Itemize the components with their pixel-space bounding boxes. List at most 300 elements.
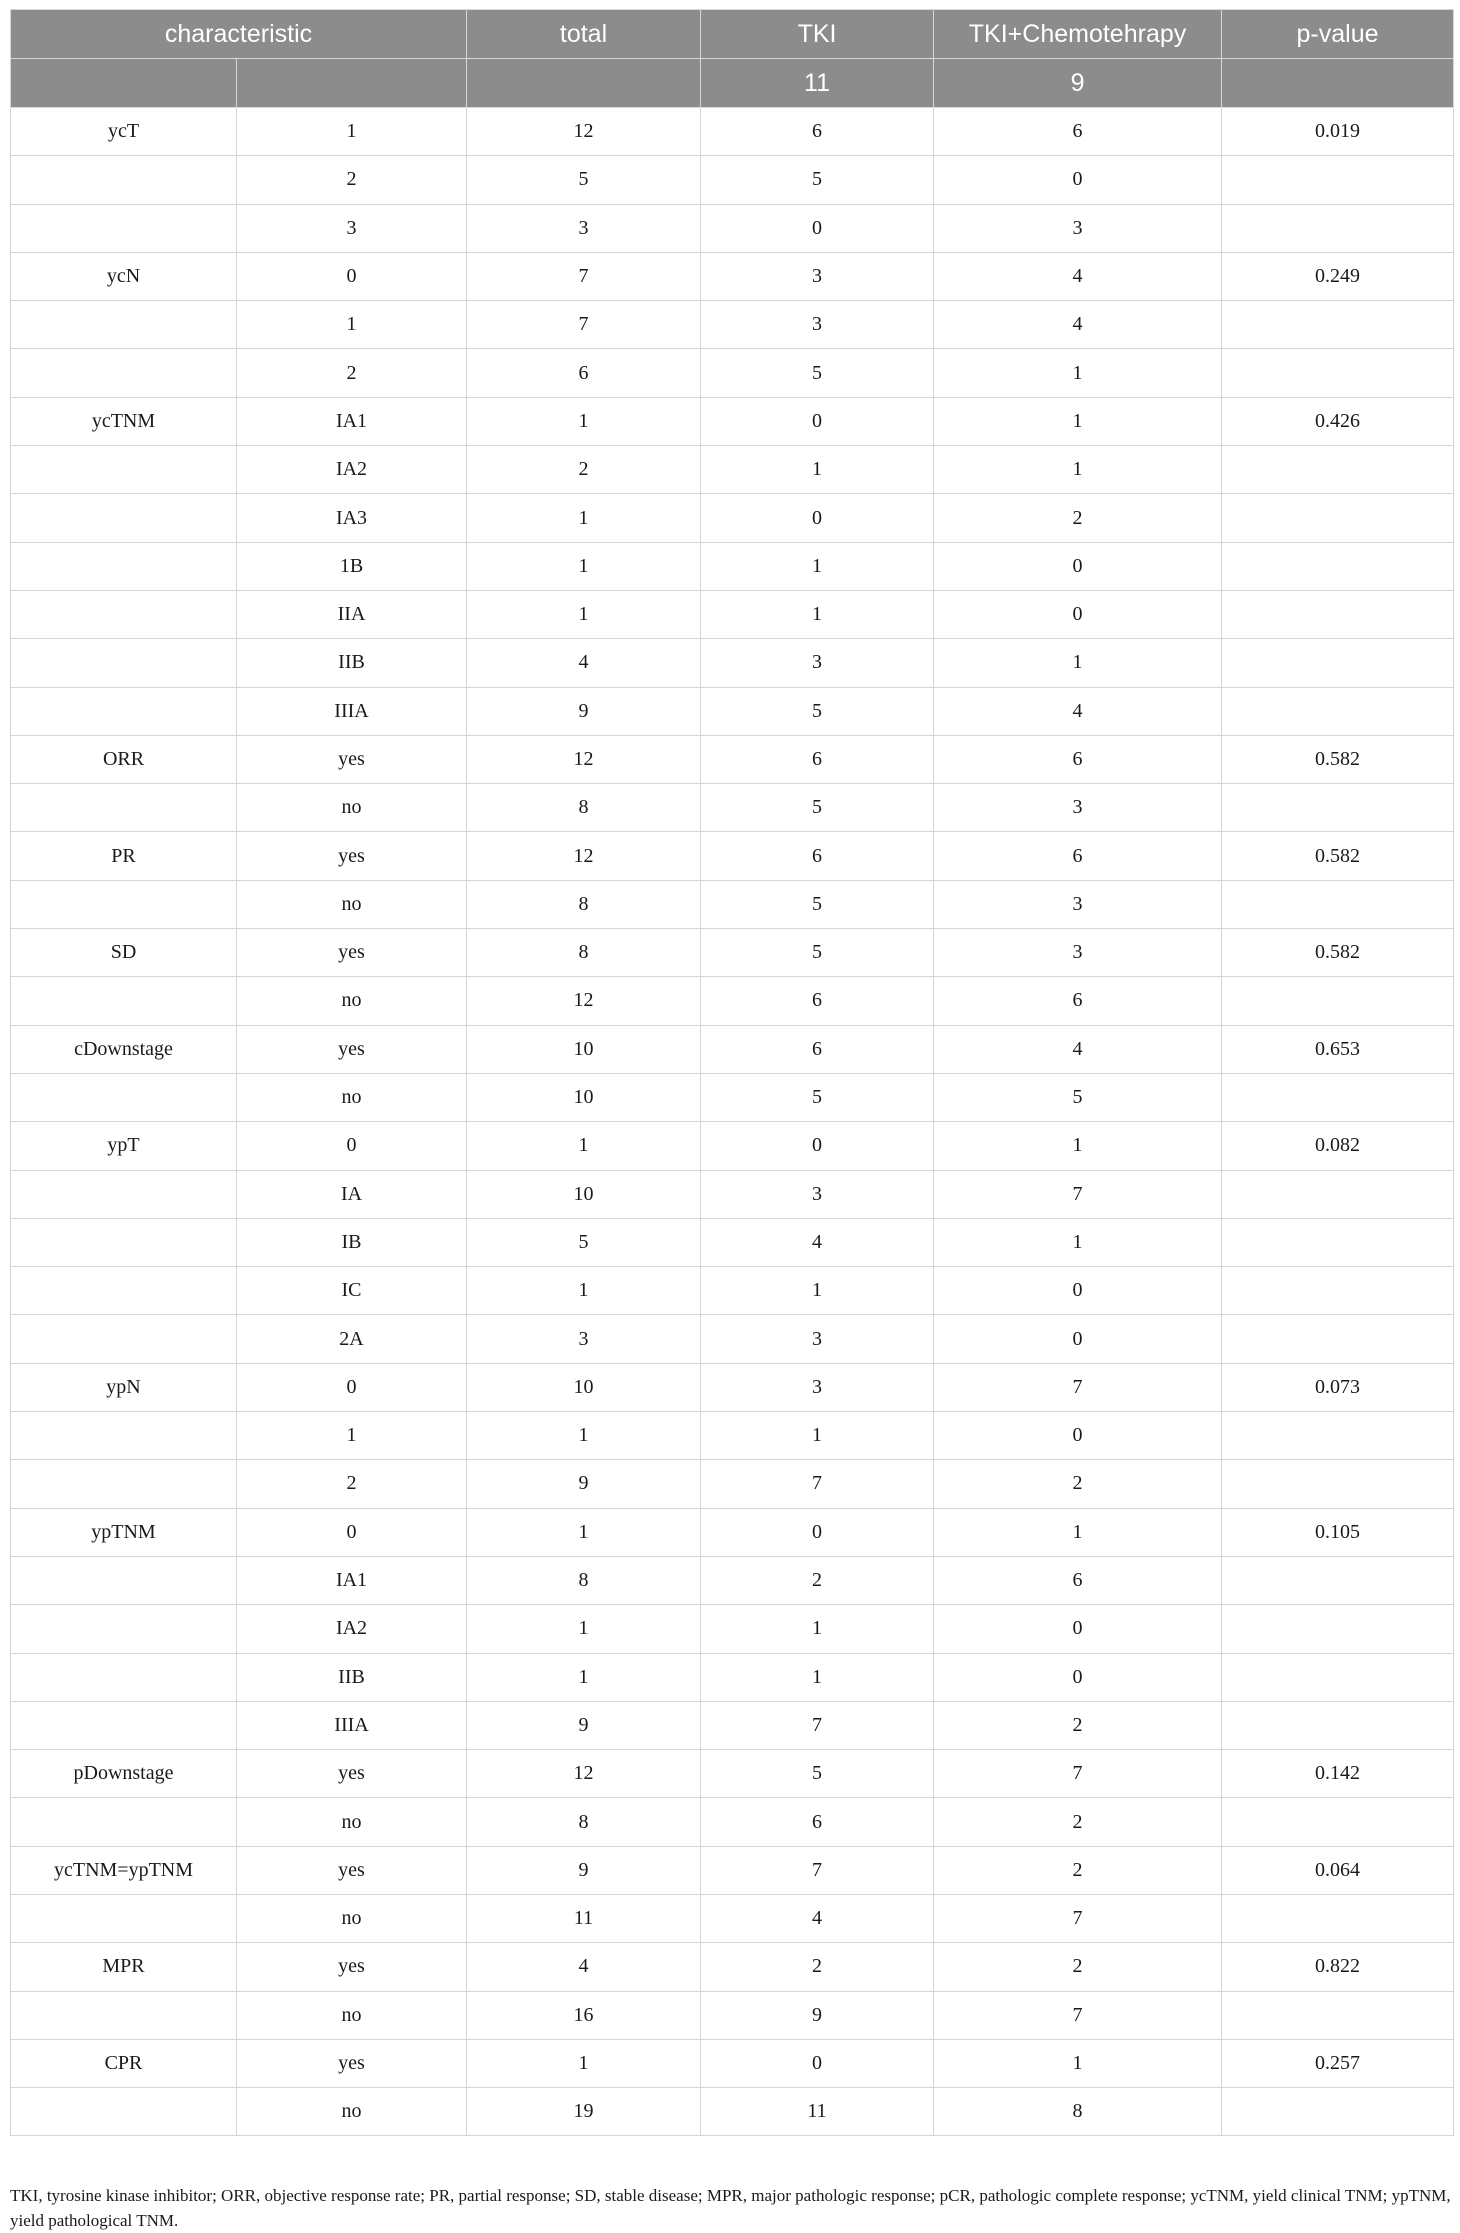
cell-total: 8 (467, 929, 701, 977)
cell-tki: 0 (701, 1122, 934, 1170)
cell-tki: 0 (701, 494, 934, 542)
table-row (11, 1267, 1454, 1315)
cell-p-value (1222, 204, 1454, 252)
cell-tki-chemotherapy: 0 (934, 542, 1222, 590)
cell-category: IIB (237, 1653, 467, 1701)
cell-tki-chemotherapy: 0 (934, 1267, 1222, 1315)
table-row (11, 2088, 1454, 2136)
cell-category: no (237, 1073, 467, 1121)
cell-characteristic: MPR (11, 1943, 237, 1991)
table-row (11, 1073, 1454, 1121)
table-row (11, 977, 1454, 1025)
cell-category: yes (237, 1025, 467, 1073)
cell-tki: 2 (701, 1943, 934, 1991)
cell-p-value (1222, 880, 1454, 928)
cell-tki-chemotherapy: 7 (934, 1170, 1222, 1218)
table-row (11, 494, 1454, 542)
cell-tki-chemotherapy: 7 (934, 1363, 1222, 1411)
cell-tki: 3 (701, 1315, 934, 1363)
cell-category: 2 (237, 156, 467, 204)
cell-tki-chemotherapy: 2 (934, 1701, 1222, 1749)
cell-tki: 3 (701, 1170, 934, 1218)
cell-total: 10 (467, 1363, 701, 1411)
cell-category: IA (237, 1170, 467, 1218)
cell-tki-chemotherapy: 4 (934, 687, 1222, 735)
cell-tki-chemotherapy: 2 (934, 494, 1222, 542)
cell-tki: 9 (701, 1991, 934, 2039)
cell-total: 1 (467, 1267, 701, 1315)
cell-characteristic (11, 1412, 237, 1460)
cell-tki: 7 (701, 1460, 934, 1508)
cell-tki-chemotherapy: 6 (934, 1556, 1222, 1604)
cell-tki-chemotherapy: 1 (934, 1508, 1222, 1556)
table-row (11, 204, 1454, 252)
table-row (11, 1846, 1454, 1894)
cell-tki-chemotherapy: 7 (934, 1991, 1222, 2039)
cell-tki: 0 (701, 204, 934, 252)
cell-characteristic (11, 494, 237, 542)
table-row (11, 542, 1454, 590)
cell-tki-chemotherapy: 1 (934, 1218, 1222, 1266)
cell-characteristic: ORR (11, 735, 237, 783)
cell-p-value (1222, 1460, 1454, 1508)
header-tki-chemotherapy-count: 9 (934, 59, 1222, 108)
cell-characteristic: ypN (11, 1363, 237, 1411)
cell-category: IA3 (237, 494, 467, 542)
cell-p-value (1222, 349, 1454, 397)
table-header (11, 10, 1454, 108)
cell-category: no (237, 1991, 467, 2039)
cell-tki-chemotherapy: 1 (934, 349, 1222, 397)
table-row (11, 1894, 1454, 1942)
cell-characteristic (11, 1170, 237, 1218)
cell-total: 8 (467, 1798, 701, 1846)
cell-tki: 5 (701, 156, 934, 204)
cell-characteristic: PR (11, 832, 237, 880)
cell-category: IIA (237, 590, 467, 638)
table-footnote: TKI, tyrosine kinase inhibitor; ORR, objective response rate; PR, partial response; SD, stable disease; MPR, major pathologic response; pCR, pathologic complete response; ycTNM, yield clinical TNM; ypTNM, yield pathological TNM. (10, 2186, 1451, 2230)
table-row (11, 1315, 1454, 1363)
cell-total: 1 (467, 1605, 701, 1653)
cell-tki-chemotherapy: 0 (934, 1315, 1222, 1363)
table-row (11, 1556, 1454, 1604)
cell-total: 8 (467, 784, 701, 832)
cell-characteristic (11, 1798, 237, 1846)
cell-category: 0 (237, 1363, 467, 1411)
cell-category: 1 (237, 301, 467, 349)
cell-p-value (1222, 1798, 1454, 1846)
cell-p-value (1222, 1412, 1454, 1460)
cell-category: yes (237, 929, 467, 977)
cell-characteristic (11, 1267, 237, 1315)
cell-category: no (237, 1894, 467, 1942)
cell-p-value: 0.653 (1222, 1025, 1454, 1073)
table-row (11, 1218, 1454, 1266)
cell-tki: 7 (701, 1701, 934, 1749)
table-row (11, 446, 1454, 494)
cell-tki-chemotherapy: 3 (934, 929, 1222, 977)
cell-tki-chemotherapy: 4 (934, 301, 1222, 349)
table-row (11, 108, 1454, 156)
header-characteristic: characteristic (11, 10, 467, 59)
cell-tki-chemotherapy: 6 (934, 108, 1222, 156)
cell-category: yes (237, 2039, 467, 2087)
cell-characteristic (11, 880, 237, 928)
header-row (11, 10, 1454, 59)
cell-characteristic: ycN (11, 252, 237, 300)
cell-tki-chemotherapy: 0 (934, 1605, 1222, 1653)
cell-p-value: 0.073 (1222, 1363, 1454, 1411)
cell-total: 6 (467, 349, 701, 397)
cell-characteristic (11, 687, 237, 735)
cell-total: 9 (467, 1460, 701, 1508)
table-row (11, 2039, 1454, 2087)
cell-total: 10 (467, 1025, 701, 1073)
cell-tki-chemotherapy: 1 (934, 1122, 1222, 1170)
results-table-container (10, 9, 1453, 2136)
cell-characteristic: ypT (11, 1122, 237, 1170)
cell-characteristic (11, 1556, 237, 1604)
cell-category: IA1 (237, 397, 467, 445)
cell-characteristic (11, 446, 237, 494)
cell-tki: 5 (701, 1750, 934, 1798)
cell-tki: 1 (701, 590, 934, 638)
cell-tki-chemotherapy: 0 (934, 156, 1222, 204)
cell-p-value: 0.019 (1222, 108, 1454, 156)
cell-total: 11 (467, 1894, 701, 1942)
cell-total: 5 (467, 156, 701, 204)
cell-tki: 1 (701, 542, 934, 590)
cell-category: yes (237, 1750, 467, 1798)
table-row (11, 1122, 1454, 1170)
cell-tki: 6 (701, 108, 934, 156)
cell-total: 8 (467, 880, 701, 928)
header-tki: TKI (701, 10, 934, 59)
cell-tki-chemotherapy: 5 (934, 1073, 1222, 1121)
cell-characteristic: SD (11, 929, 237, 977)
cell-characteristic (11, 1073, 237, 1121)
cell-tki-chemotherapy: 7 (934, 1750, 1222, 1798)
cell-characteristic: ypTNM (11, 1508, 237, 1556)
cell-characteristic (11, 1218, 237, 1266)
cell-tki: 5 (701, 929, 934, 977)
table-row (11, 784, 1454, 832)
cell-p-value (1222, 156, 1454, 204)
cell-total: 9 (467, 1846, 701, 1894)
cell-characteristic (11, 639, 237, 687)
cell-characteristic (11, 349, 237, 397)
cell-characteristic (11, 1701, 237, 1749)
cell-category: no (237, 1798, 467, 1846)
cell-total: 12 (467, 108, 701, 156)
cell-p-value: 0.257 (1222, 2039, 1454, 2087)
cell-p-value (1222, 1267, 1454, 1315)
cell-p-value (1222, 1653, 1454, 1701)
cell-tki: 6 (701, 832, 934, 880)
table-row (11, 590, 1454, 638)
cell-p-value (1222, 446, 1454, 494)
cell-tki-chemotherapy: 1 (934, 446, 1222, 494)
cell-category: 1 (237, 108, 467, 156)
cell-total: 3 (467, 204, 701, 252)
cell-characteristic: cDownstage (11, 1025, 237, 1073)
cell-tki-chemotherapy: 3 (934, 880, 1222, 928)
cell-p-value (1222, 1170, 1454, 1218)
table-row (11, 1798, 1454, 1846)
table-row (11, 1363, 1454, 1411)
cell-total: 1 (467, 542, 701, 590)
cell-total: 3 (467, 1315, 701, 1363)
cell-tki: 1 (701, 446, 934, 494)
table-row (11, 1653, 1454, 1701)
cell-p-value (1222, 494, 1454, 542)
cell-category: IC (237, 1267, 467, 1315)
cell-p-value (1222, 590, 1454, 638)
cell-tki: 0 (701, 397, 934, 445)
cell-tki: 5 (701, 349, 934, 397)
cell-category: IIIA (237, 1701, 467, 1749)
cell-tki: 3 (701, 301, 934, 349)
cell-total: 10 (467, 1170, 701, 1218)
table-row (11, 1750, 1454, 1798)
cell-characteristic (11, 784, 237, 832)
cell-tki-chemotherapy: 2 (934, 1943, 1222, 1991)
cell-total: 1 (467, 1508, 701, 1556)
cell-characteristic (11, 204, 237, 252)
table-row (11, 639, 1454, 687)
cell-characteristic (11, 977, 237, 1025)
cell-tki-chemotherapy: 0 (934, 1653, 1222, 1701)
cell-total: 8 (467, 1556, 701, 1604)
cell-category: yes (237, 1943, 467, 1991)
cell-category: 2 (237, 1460, 467, 1508)
cell-p-value (1222, 1073, 1454, 1121)
cell-characteristic (11, 1894, 237, 1942)
cell-characteristic (11, 301, 237, 349)
cell-tki-chemotherapy: 1 (934, 639, 1222, 687)
cell-total: 19 (467, 2088, 701, 2136)
cell-characteristic (11, 1605, 237, 1653)
cell-tki: 2 (701, 1556, 934, 1604)
table-row (11, 1170, 1454, 1218)
cell-tki: 7 (701, 1846, 934, 1894)
cell-total: 10 (467, 1073, 701, 1121)
cell-p-value (1222, 542, 1454, 590)
cell-category: IA1 (237, 1556, 467, 1604)
cell-characteristic: pDownstage (11, 1750, 237, 1798)
cell-total: 1 (467, 1653, 701, 1701)
cell-tki-chemotherapy: 2 (934, 1798, 1222, 1846)
cell-category: 2 (237, 349, 467, 397)
cell-tki: 1 (701, 1653, 934, 1701)
header-blank (1222, 59, 1454, 108)
cell-p-value (1222, 977, 1454, 1025)
cell-characteristic (11, 542, 237, 590)
table-row (11, 1508, 1454, 1556)
cell-p-value (1222, 2088, 1454, 2136)
cell-p-value (1222, 1556, 1454, 1604)
cell-p-value: 0.582 (1222, 929, 1454, 977)
cell-tki: 4 (701, 1894, 934, 1942)
cell-total: 1 (467, 1122, 701, 1170)
table-row (11, 301, 1454, 349)
cell-category: no (237, 977, 467, 1025)
cell-tki: 5 (701, 784, 934, 832)
table-row (11, 349, 1454, 397)
table-row (11, 929, 1454, 977)
cell-category: 1B (237, 542, 467, 590)
cell-tki-chemotherapy: 7 (934, 1894, 1222, 1942)
cell-total: 1 (467, 2039, 701, 2087)
cell-characteristic: CPR (11, 2039, 237, 2087)
header-count-row (11, 59, 1454, 108)
cell-total: 1 (467, 397, 701, 445)
cell-total: 2 (467, 446, 701, 494)
cell-tki-chemotherapy: 6 (934, 735, 1222, 783)
cell-category: IA2 (237, 1605, 467, 1653)
cell-p-value: 0.105 (1222, 1508, 1454, 1556)
cell-category: 0 (237, 252, 467, 300)
cell-tki-chemotherapy: 1 (934, 397, 1222, 445)
cell-total: 12 (467, 977, 701, 1025)
cell-tki: 3 (701, 1363, 934, 1411)
cell-tki: 6 (701, 1798, 934, 1846)
cell-total: 12 (467, 1750, 701, 1798)
cell-total: 1 (467, 494, 701, 542)
cell-p-value (1222, 1218, 1454, 1266)
cell-p-value (1222, 1991, 1454, 2039)
table-row (11, 735, 1454, 783)
cell-tki: 3 (701, 639, 934, 687)
cell-tki-chemotherapy: 4 (934, 252, 1222, 300)
cell-tki: 1 (701, 1412, 934, 1460)
cell-tki: 1 (701, 1605, 934, 1653)
cell-tki-chemotherapy: 3 (934, 784, 1222, 832)
cell-category: 3 (237, 204, 467, 252)
cell-category: no (237, 2088, 467, 2136)
cell-tki-chemotherapy: 8 (934, 2088, 1222, 2136)
cell-tki: 5 (701, 880, 934, 928)
cell-category: 2A (237, 1315, 467, 1363)
cell-characteristic (11, 2088, 237, 2136)
header-p-value: p-value (1222, 10, 1454, 59)
table-row (11, 880, 1454, 928)
cell-p-value (1222, 639, 1454, 687)
cell-characteristic: ycT (11, 108, 237, 156)
header-blank (11, 59, 237, 108)
header-total: total (467, 10, 701, 59)
cell-characteristic (11, 1653, 237, 1701)
cell-tki: 11 (701, 2088, 934, 2136)
table-row (11, 832, 1454, 880)
cell-total: 12 (467, 735, 701, 783)
cell-characteristic (11, 156, 237, 204)
cell-characteristic (11, 1315, 237, 1363)
cell-category: no (237, 880, 467, 928)
cell-total: 7 (467, 301, 701, 349)
header-blank (237, 59, 467, 108)
cell-p-value: 0.142 (1222, 1750, 1454, 1798)
cell-tki-chemotherapy: 6 (934, 832, 1222, 880)
cell-total: 5 (467, 1218, 701, 1266)
cell-category: IB (237, 1218, 467, 1266)
cell-p-value (1222, 1894, 1454, 1942)
cell-characteristic (11, 1460, 237, 1508)
cell-p-value (1222, 1701, 1454, 1749)
header-blank (467, 59, 701, 108)
cell-p-value (1222, 784, 1454, 832)
cell-category: IIIA (237, 687, 467, 735)
cell-tki: 1 (701, 1267, 934, 1315)
cell-category: no (237, 784, 467, 832)
cell-tki-chemotherapy: 4 (934, 1025, 1222, 1073)
cell-p-value: 0.064 (1222, 1846, 1454, 1894)
cell-category: 0 (237, 1122, 467, 1170)
table-row (11, 1025, 1454, 1073)
cell-p-value: 0.249 (1222, 252, 1454, 300)
cell-p-value (1222, 1605, 1454, 1653)
cell-tki-chemotherapy: 6 (934, 977, 1222, 1025)
cell-p-value (1222, 687, 1454, 735)
cell-tki-chemotherapy: 1 (934, 2039, 1222, 2087)
table-row (11, 1943, 1454, 1991)
cell-category: IA2 (237, 446, 467, 494)
cell-tki: 0 (701, 2039, 934, 2087)
cell-p-value: 0.082 (1222, 1122, 1454, 1170)
table-row (11, 687, 1454, 735)
table-row (11, 1460, 1454, 1508)
cell-total: 4 (467, 639, 701, 687)
cell-total: 16 (467, 1991, 701, 2039)
cell-total: 9 (467, 1701, 701, 1749)
cell-category: 0 (237, 1508, 467, 1556)
cell-p-value: 0.582 (1222, 832, 1454, 880)
cell-tki: 0 (701, 1508, 934, 1556)
cell-total: 1 (467, 590, 701, 638)
cell-p-value (1222, 301, 1454, 349)
cell-total: 9 (467, 687, 701, 735)
cell-tki-chemotherapy: 2 (934, 1846, 1222, 1894)
cell-tki-chemotherapy: 0 (934, 590, 1222, 638)
cell-tki: 6 (701, 977, 934, 1025)
cell-category: yes (237, 832, 467, 880)
cell-characteristic (11, 590, 237, 638)
cell-characteristic: ycTNM (11, 397, 237, 445)
table-row (11, 252, 1454, 300)
cell-characteristic (11, 1991, 237, 2039)
cell-category: yes (237, 735, 467, 783)
cell-tki: 6 (701, 735, 934, 783)
table-row (11, 1412, 1454, 1460)
table-row (11, 1701, 1454, 1749)
cell-p-value (1222, 1315, 1454, 1363)
header-tki-count: 11 (701, 59, 934, 108)
cell-p-value: 0.426 (1222, 397, 1454, 445)
cell-tki-chemotherapy: 0 (934, 1412, 1222, 1460)
cell-category: IIB (237, 639, 467, 687)
cell-p-value: 0.582 (1222, 735, 1454, 783)
cell-category: yes (237, 1846, 467, 1894)
header-tki-chemotherapy: TKI+Chemotehrapy (934, 10, 1222, 59)
cell-tki: 6 (701, 1025, 934, 1073)
cell-p-value: 0.822 (1222, 1943, 1454, 1991)
cell-tki: 5 (701, 687, 934, 735)
cell-total: 7 (467, 252, 701, 300)
table-body (11, 108, 1454, 2136)
cell-tki-chemotherapy: 2 (934, 1460, 1222, 1508)
table-row (11, 1605, 1454, 1653)
cell-tki: 5 (701, 1073, 934, 1121)
